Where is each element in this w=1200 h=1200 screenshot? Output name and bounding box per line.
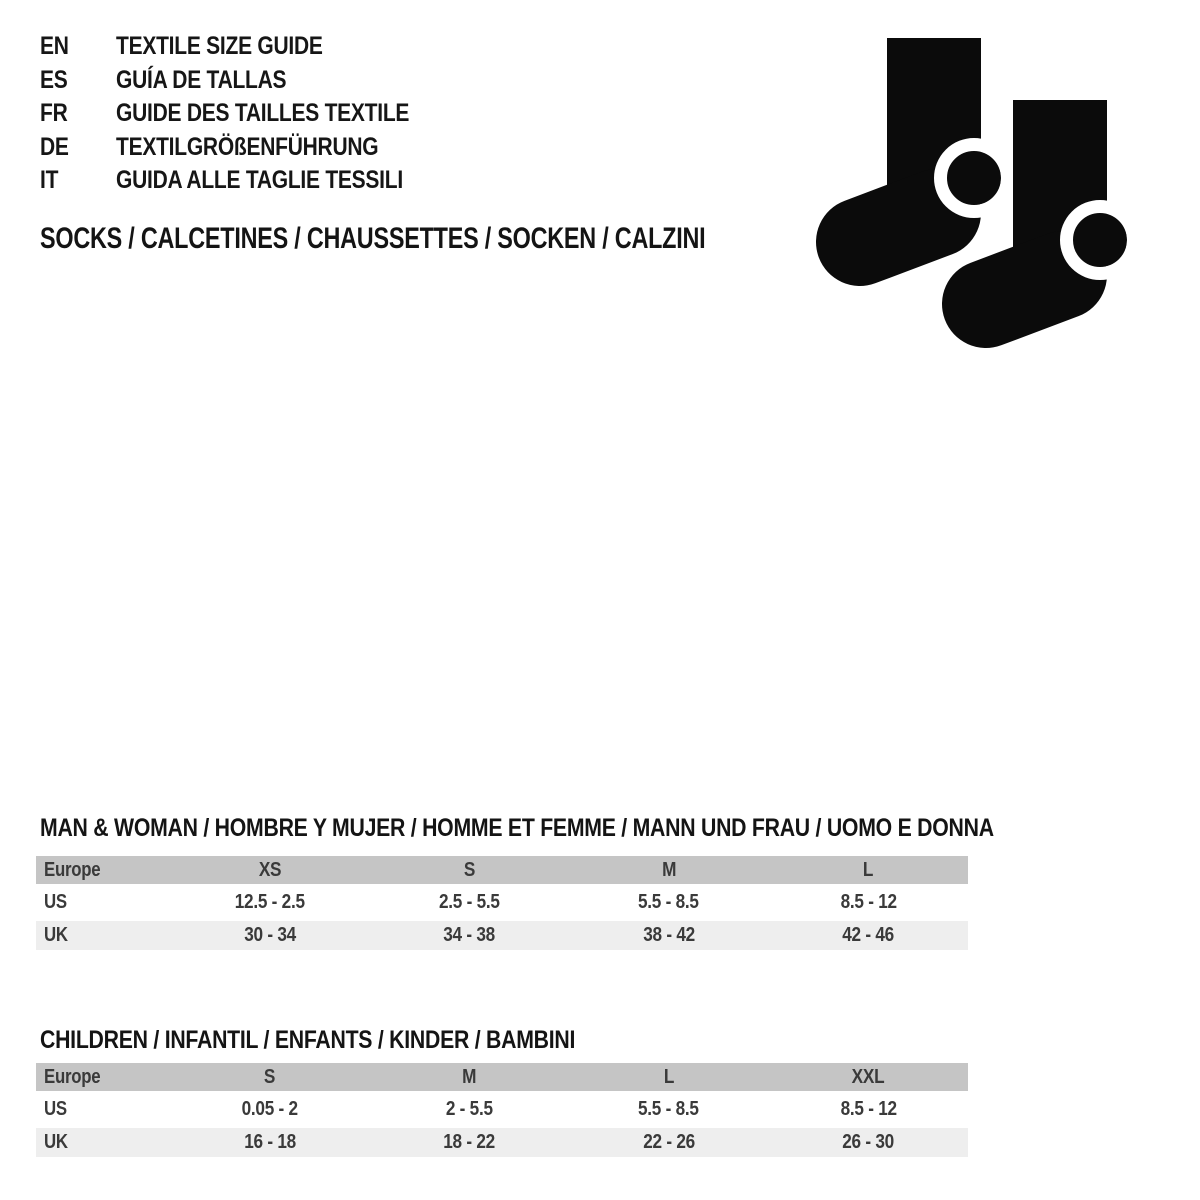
column-header: XS xyxy=(258,858,282,881)
column-header: L xyxy=(663,1065,674,1088)
size-value: 22 - 26 xyxy=(642,1131,695,1153)
category-title: SOCKS / CALCETINES / CHAUSSETTES / SOCKEN / CALZINI xyxy=(40,222,706,255)
language-code: ES xyxy=(40,65,68,94)
row-label: UK xyxy=(44,1131,68,1153)
row-label: UK xyxy=(44,924,68,946)
column-header: M xyxy=(462,1065,477,1088)
table-row-uk xyxy=(36,1128,968,1157)
column-header: S xyxy=(264,1065,276,1088)
row-label: US xyxy=(44,891,67,913)
language-code: EN xyxy=(40,32,69,61)
man-woman-section xyxy=(36,814,994,954)
children-section xyxy=(36,1026,968,1161)
man-woman-table-title: MAN & WOMAN / HOMBRE Y MUJER / HOMME ET FEMME / MANN UND FRAU / UOMO E DONNA xyxy=(40,814,994,842)
table-header-row xyxy=(36,856,968,884)
man-woman-table xyxy=(36,856,968,950)
size-value: 16 - 18 xyxy=(244,1131,296,1153)
language-title: GUIDA ALLE TAGLIE TESSILI xyxy=(116,166,403,195)
size-value: 5.5 - 8.5 xyxy=(638,1098,700,1120)
language-title: TEXTILE SIZE GUIDE xyxy=(116,32,323,61)
language-row-es xyxy=(40,64,465,98)
column-header: Europe xyxy=(44,1065,101,1088)
size-value: 2 - 5.5 xyxy=(445,1098,493,1120)
table-header-row xyxy=(36,1063,968,1091)
language-title: TEXTILGRÖßENFÜHRUNG xyxy=(116,132,379,161)
column-header: XXL xyxy=(851,1065,885,1088)
table-row-uk xyxy=(36,921,968,950)
language-row-en xyxy=(40,30,465,64)
language-code: DE xyxy=(40,132,69,161)
socks-icon xyxy=(812,28,1147,363)
language-list xyxy=(40,30,465,198)
table-row-us xyxy=(36,888,968,917)
language-title: GUIDE DES TAILLES TEXTILE xyxy=(116,99,410,128)
language-row-it xyxy=(40,164,465,198)
column-header: L xyxy=(863,858,874,881)
language-code: IT xyxy=(40,166,59,195)
column-header: Europe xyxy=(44,858,101,881)
column-header: M xyxy=(661,858,676,881)
table-row-us xyxy=(36,1095,968,1124)
language-code: FR xyxy=(40,99,68,128)
language-title: GUÍA DE TALLAS xyxy=(116,65,287,94)
column-header: S xyxy=(463,858,475,881)
size-value: 12.5 - 2.5 xyxy=(234,891,305,913)
size-value: 0.05 - 2 xyxy=(241,1098,299,1120)
size-value: 34 - 38 xyxy=(443,924,496,946)
size-value: 42 - 46 xyxy=(842,924,895,946)
language-row-de xyxy=(40,131,465,165)
children-table xyxy=(36,1063,968,1157)
size-value: 38 - 42 xyxy=(642,924,695,946)
row-label: US xyxy=(44,1098,67,1120)
size-value: 5.5 - 8.5 xyxy=(638,891,700,913)
size-value: 8.5 - 12 xyxy=(840,891,897,913)
size-value: 30 - 34 xyxy=(244,924,296,946)
size-value: 2.5 - 5.5 xyxy=(438,891,500,913)
size-value: 8.5 - 12 xyxy=(840,1098,897,1120)
language-row-fr xyxy=(40,97,465,131)
size-value: 26 - 30 xyxy=(842,1131,895,1153)
children-table-title: CHILDREN / INFANTIL / ENFANTS / KINDER / BAMBINI xyxy=(40,1026,576,1054)
size-value: 18 - 22 xyxy=(443,1131,496,1153)
